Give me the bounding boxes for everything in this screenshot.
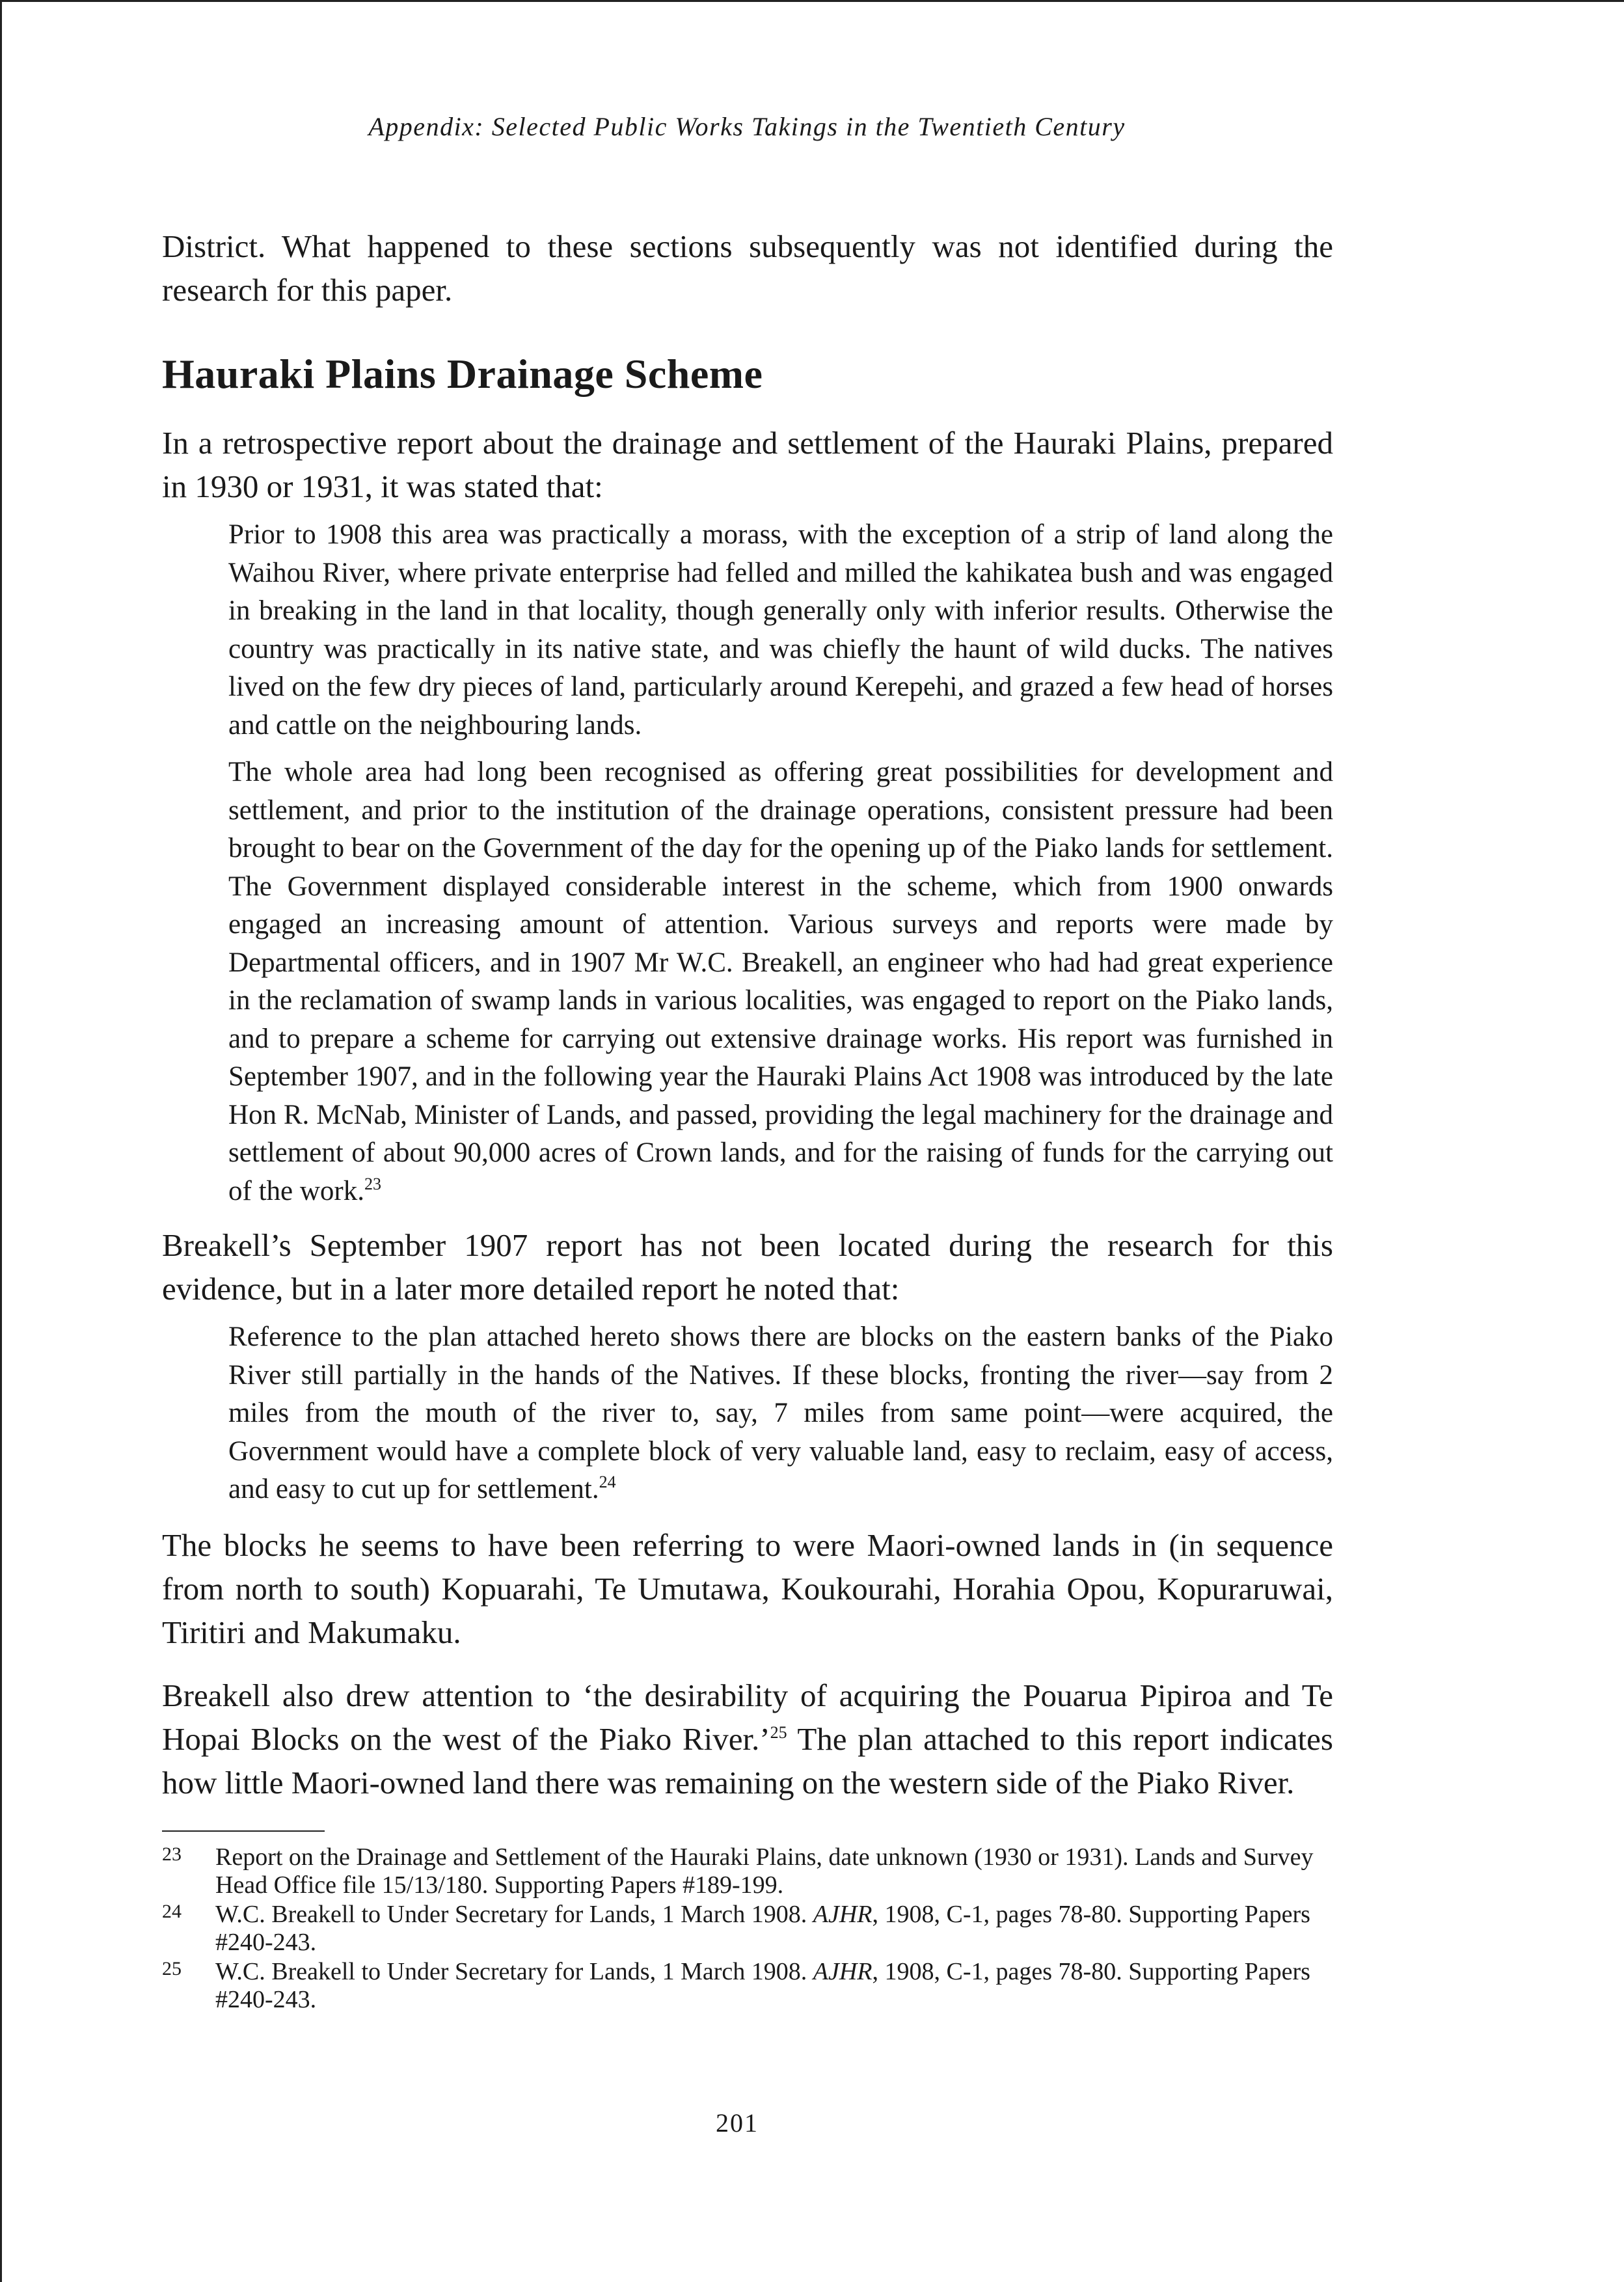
- paragraph-1: In a retrospective report about the drainage and settlement of the Hauraki Plains, prepared in 1930 or 1931, it was stated that:: [162, 425, 1333, 504]
- footnote-ref-25[interactable]: 25: [770, 1722, 787, 1742]
- footnote-text-after: , 1908, C-1, pages 78-80. Supporting Papers #240-243.: [215, 1957, 1310, 2013]
- block-quote-2-text: Reference to the plan attached hereto shows there are blocks on the eastern banks of the Piako River still partially in the hands of the Natives. If these blocks, fronting the river—say from 2 miles from the mouth of the river to, say, 7 miles from same point—were acquired, the Government would have a complete block of very valuable land, easy to reclaim, easy of access, and easy to cut up for settlement.: [228, 1322, 1333, 1504]
- intro-paragraph: District. What happened to these sections subsequently was not identified during the research for this paper.: [162, 228, 1333, 308]
- running-head: Appendix: Selected Public Works Takings in the Twentieth Century: [368, 112, 1126, 141]
- page-number: 201: [716, 2108, 759, 2138]
- footnote-text: [215, 1958, 1333, 2014]
- footnote-number: 24: [162, 1900, 182, 1922]
- footnote-text-before: W.C. Breakell to Under Secretary for Lands, 1 March 1908.: [215, 1957, 813, 1985]
- journal-abbrev: AJHR: [813, 1957, 873, 1985]
- block-quote-1b: [228, 754, 1333, 1210]
- footnote-text: [215, 1901, 1333, 1957]
- footnote-text-after: , 1908, C-1, pages 78-80. Supporting Papers #240-243.: [215, 1900, 1310, 1956]
- section-heading: Hauraki Plains Drainage Scheme: [162, 351, 763, 397]
- footnote-text: Report on the Drainage and Settlement of the Hauraki Plains, date unknown (1930 or 1931). Lands and Survey Head Office file 15/13/180. Supporting Papers #189-199.: [215, 1843, 1314, 1899]
- paragraph-4: [162, 1674, 1333, 1804]
- footnote-number: 23: [162, 1843, 182, 1865]
- journal-abbrev: AJHR: [813, 1900, 873, 1928]
- footnotes: [162, 1843, 1333, 2014]
- paragraph-4-text-before: Breakell also drew attention to ‘the desirability of acquiring the Pouarua Pipiroa and Te Hopai Blocks on the west of the Piako River.’: [162, 1677, 1333, 1757]
- paragraph-3: The blocks he seems to have been referring to were Maori-owned lands in (in sequence from north to south) Kopuarahi, Te Umutawa, Koukourahi, Horahia Opou, Kopuraruwai, Tiritiri and Makumaku.: [162, 1527, 1333, 1650]
- block-quote-1a: Prior to 1908 this area was practically a morass, with the exception of a strip of land along the Waihou River, where private enterprise had felled and milled the kahikatea bush and was engaged in breaking in the land in that locality, though generally only with inferior results. Otherwise the country was practically in its native state, and was chiefly the haunt of wild ducks. The natives lived on the few dry pieces of land, particularly around Kerepehi, and grazed a few head of horses and cattle on the neighbouring lands.: [228, 519, 1333, 740]
- paragraph-2: Breakell’s September 1907 report has not been located during the research for this evidence, but in a later more detailed report he noted that:: [162, 1227, 1333, 1307]
- block-quote-1b-text: The whole area had long been recognised as offering great possibilities for development and settlement, and prior to the institution of the drainage operations, consistent pressure had been brought to bear on the Government of the day for the opening up of the Piako lands for settlement. The Government displayed considerable interest in the scheme, which from 1900 onwards engaged an increasing amount of attention. Various surveys and reports were made by Departmental officers, and in 1907 Mr W.C. Breakell, an engineer who had had great experience in the reclamation of swamp lands in various localities, was engaged to report on the Piako lands, and to prepare a scheme for carrying out extensive drainage works. His report was furnished in September 1907, and in the following year the Hauraki Plains Act 1908 was introduced by the late Hon R. McNab, Minister of Lands, and passed, providing the legal machinery for the drainage and settlement of about 90,000 acres of Crown lands, and for the raising of funds for the carrying out of the work.: [228, 757, 1333, 1206]
- page-body: [162, 224, 1333, 2014]
- footnote-24: [162, 1901, 1333, 1957]
- block-quote-2: [228, 1318, 1333, 1509]
- footnote-number: 25: [162, 1957, 182, 1979]
- footnote-25: [162, 1958, 1333, 2014]
- footnote-text-before: W.C. Breakell to Under Secretary for Lands, 1 March 1908.: [215, 1900, 813, 1928]
- footnote-rule: [162, 1830, 325, 1832]
- footnote-23: [162, 1843, 1333, 1899]
- footnote-ref-24[interactable]: 24: [599, 1473, 616, 1491]
- footnote-ref-23[interactable]: 23: [364, 1174, 381, 1193]
- paragraph-4-text-after: The plan attached to this report indicates how little Maori-owned land there was remaining on the western side of the Piako River.: [162, 1720, 1333, 1800]
